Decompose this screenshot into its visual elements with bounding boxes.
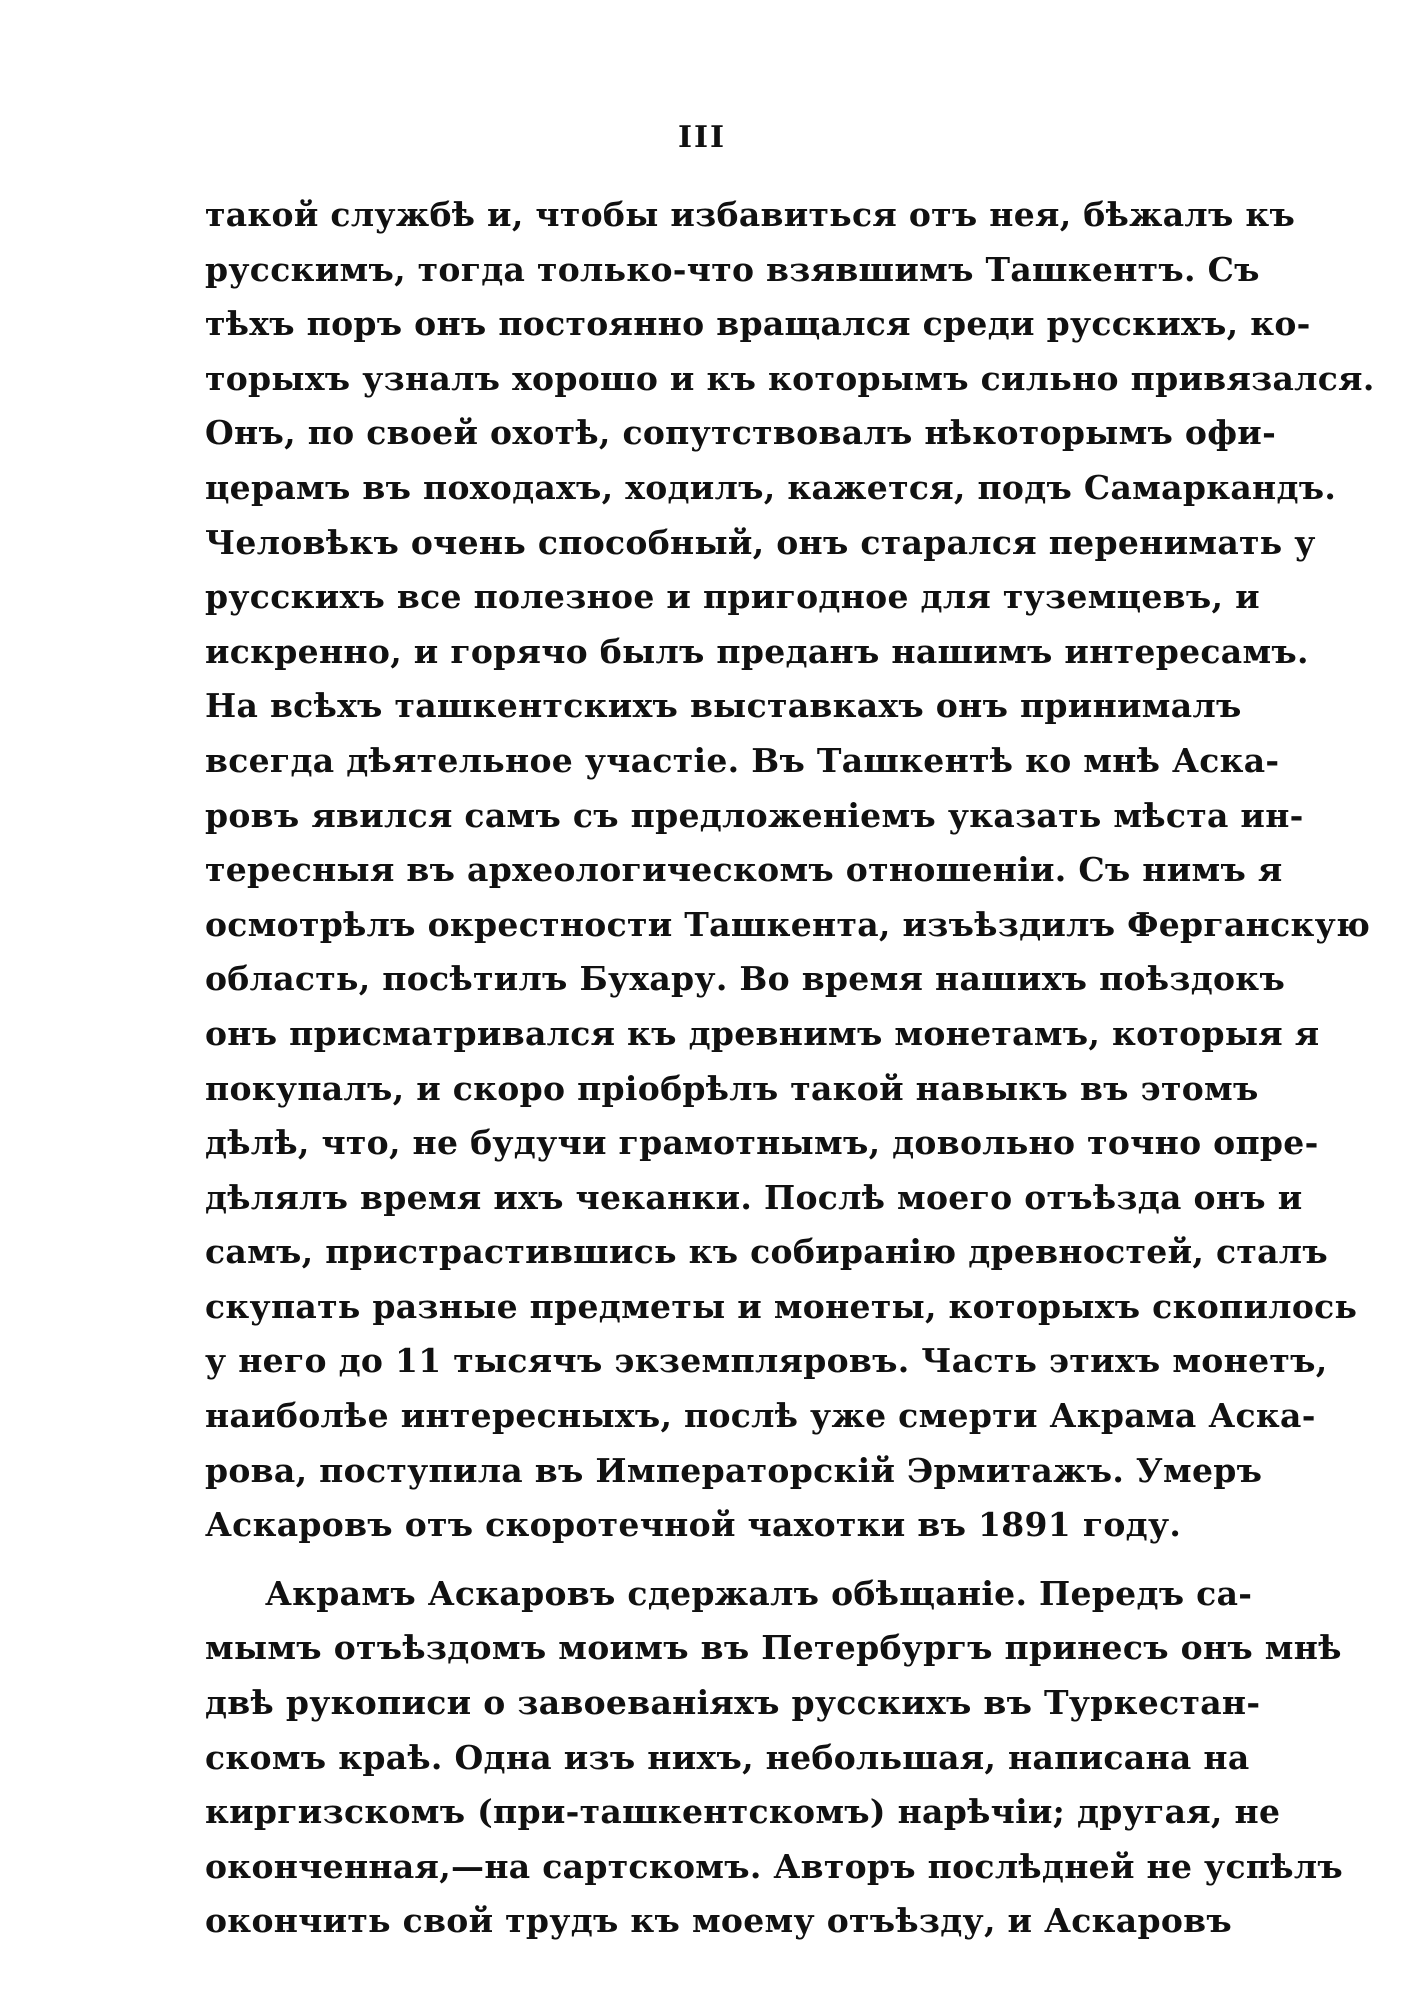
text-line: На всѣхъ ташкентскихъ выставкахъ онъ принималъ (205, 686, 1242, 726)
text-line: Акрамъ Аскаровъ сдержалъ обѣщаніе. Передъ са- (265, 1573, 1253, 1613)
paragraph (205, 188, 1375, 1553)
text-line: окончить свой трудъ къ моему отъѣзду, и Аскаровъ (205, 1901, 1233, 1941)
text-line: самъ, пристрастившись къ собиранію древностей, сталъ (205, 1232, 1328, 1272)
text-line: торыхъ узналъ хорошо и къ которымъ сильно привязался. (205, 358, 1375, 398)
text-line: ровъ явился самъ съ предложеніемъ указать мѣста ин- (205, 795, 1304, 835)
text-line: тѣхъ поръ онъ постоянно вращался среди русскихъ, ко- (205, 304, 1311, 344)
text-line: мымъ отъѣздомъ моимъ въ Петербургъ принесъ онъ мнѣ (205, 1628, 1342, 1668)
text-line: русскихъ все полезное и пригодное для туземцевъ, и (205, 577, 1260, 617)
text-line: всегда дѣятельное участіе. Въ Ташкентѣ ко мнѣ Аска- (205, 740, 1280, 780)
text-line: онъ присматривался къ древнимъ монетамъ, которыя я (205, 1013, 1320, 1053)
body-text (205, 188, 1375, 1949)
text-line: Онъ, по своей охотѣ, сопутствовалъ нѣкоторымъ офи- (205, 413, 1277, 453)
text-line: рова, поступила въ Императорскій Эрмитажъ. Умеръ (205, 1450, 1263, 1490)
text-line: искренно, и горячо былъ преданъ нашимъ интересамъ. (205, 631, 1309, 671)
text-line: скомъ краѣ. Одна изъ нихъ, небольшая, написана на (205, 1737, 1250, 1777)
paragraph (205, 1567, 1344, 1949)
text-line: двѣ рукописи о завоеваніяхъ русскихъ въ Туркестан- (205, 1683, 1261, 1723)
page-number: III (677, 120, 727, 155)
text-line: церамъ въ походахъ, ходилъ, кажется, подъ Самаркандъ. (205, 467, 1337, 507)
text-line: Человѣкъ очень способный, онъ старался перенимать у (205, 522, 1316, 562)
text-line: дѣлялъ время ихъ чеканки. Послѣ моего отъѣзда онъ и (205, 1177, 1303, 1217)
text-line: тересныя въ археологическомъ отношеніи. Съ нимъ я (205, 850, 1283, 890)
text-line: скупать разные предметы и монеты, которыхъ скопилось (205, 1286, 1358, 1326)
text-line: русскимъ, тогда только-что взявшимъ Ташкентъ. Съ (205, 249, 1260, 289)
text-line: оконченная,—на сартскомъ. Авторъ послѣдней не успѣлъ (205, 1846, 1344, 1886)
text-line: область, посѣтилъ Бухару. Во время нашихъ поѣздокъ (205, 959, 1286, 999)
paragraph-gap (205, 1553, 1195, 1567)
text-line: такой службѣ и, чтобы избавиться отъ нея, бѣжалъ къ (205, 195, 1296, 234)
text-line: осмотрѣлъ окрестности Ташкента, изъѣздилъ Ферганскую (205, 904, 1371, 944)
text-line: Аскаровъ отъ скоротечной чахотки въ 1891 году. (205, 1505, 1182, 1545)
text-line: киргизскомъ (при-ташкентскомъ) нарѣчіи; другая, не (205, 1792, 1281, 1832)
text-line: дѣлѣ, что, не будучи грамотнымъ, довольно точно опре- (205, 1123, 1319, 1163)
text-line: у него до 11 тысячъ экземпляровъ. Часть этихъ монетъ, (205, 1341, 1328, 1381)
text-line: наиболѣе интересныхъ, послѣ уже смерти Акрама Аска- (205, 1396, 1316, 1436)
text-line: покупалъ, и скоро пріобрѣлъ такой навыкъ въ этомъ (205, 1068, 1259, 1108)
